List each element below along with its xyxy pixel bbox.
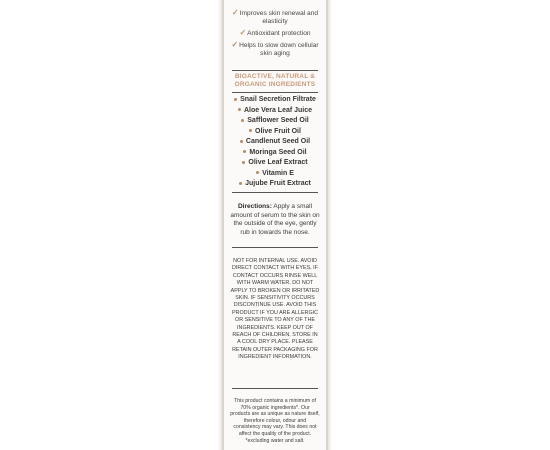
bullet-dot-icon bbox=[249, 129, 252, 132]
ingredient-item: Snail Secretion Filtrate bbox=[224, 95, 326, 106]
check-mark-icon: ✓ bbox=[231, 40, 239, 49]
divider-directions bbox=[232, 247, 318, 248]
ingredient-item: Olive Leaf Extract bbox=[224, 158, 326, 169]
ingredients-heading: BIOACTIVE, NATURAL & ORGANIC INGREDIENTS bbox=[234, 73, 316, 88]
bullet-dot-icon bbox=[242, 161, 245, 164]
check-mark-icon: ✓ bbox=[239, 28, 247, 37]
bullet-dot-icon bbox=[238, 108, 241, 111]
check-mark-icon: ✓ bbox=[231, 8, 239, 17]
ingredient-item: Vitamin E bbox=[224, 169, 326, 180]
divider-ingredients bbox=[232, 192, 318, 193]
directions-text bbox=[230, 203, 320, 237]
directions-body: Apply a small amount of serum to the skin on the outside of the eye, gently rub in towards the nose. bbox=[230, 203, 320, 236]
ingredient-item: Candlenut Seed Oil bbox=[224, 137, 326, 148]
benefit-item: ✓Improves skin renewal and elasticity bbox=[231, 8, 319, 25]
benefit-item: ✓Helps to slow down cellular skin aging bbox=[231, 40, 319, 57]
ingredients-list bbox=[224, 95, 326, 190]
ingredient-item: Moringa Seed Oil bbox=[224, 148, 326, 159]
footnote-text: This product contains a minimum of 70% organic ingredients*. Our products are as unique as nature itself, therefore colour, odour and consistency may vary. This does not affect the quality of the product. *excluding water and salt. bbox=[230, 398, 320, 444]
bullet-dot-icon bbox=[239, 182, 242, 185]
product-box-side-panel bbox=[222, 0, 328, 450]
ingredient-item: Aloe Vera Leaf Juice bbox=[224, 106, 326, 117]
bullet-dot-icon bbox=[256, 171, 259, 174]
bullet-dot-icon bbox=[243, 150, 246, 153]
bullet-dot-icon bbox=[234, 98, 237, 101]
benefit-item: ✓Antioxidant protection bbox=[239, 28, 311, 37]
ingredient-item: Olive Fruit Oil bbox=[224, 127, 326, 138]
ingredient-item: Safflower Seed Oil bbox=[224, 116, 326, 127]
divider-heading bbox=[232, 92, 318, 93]
ingredient-item: Jujube Fruit Extract bbox=[224, 179, 326, 190]
warning-text: NOT FOR INTERNAL USE. AVOID DIRECT CONTACT WITH EYES, IF CONTACT OCCURS RINSE WELL WITH WARM WATER. DO NOT APPLY TO BROKEN OR IRRITATED SKIN. IF SENSITIVITY OCCURS DISCONTINUE USE. AVOID THIS PRODUCT IF YOU ARE ALLERGIC OR SENSITIVE TO ANY OF THE INGREDIENTS. KEEP OUT OF REACH OF CHILDREN. STORE IN A COOL DRY PLACE. PLEASE RETAIN OUTER PACKAGING FOR INGREDIENT INFORMATION. bbox=[230, 258, 320, 361]
divider-top bbox=[232, 70, 318, 71]
divider-warning bbox=[232, 388, 318, 389]
box-edge-right bbox=[328, 0, 332, 450]
bullet-dot-icon bbox=[240, 140, 243, 143]
bullet-dot-icon bbox=[241, 119, 244, 122]
directions-label: Directions: bbox=[237, 203, 272, 210]
benefits-list bbox=[224, 9, 326, 61]
